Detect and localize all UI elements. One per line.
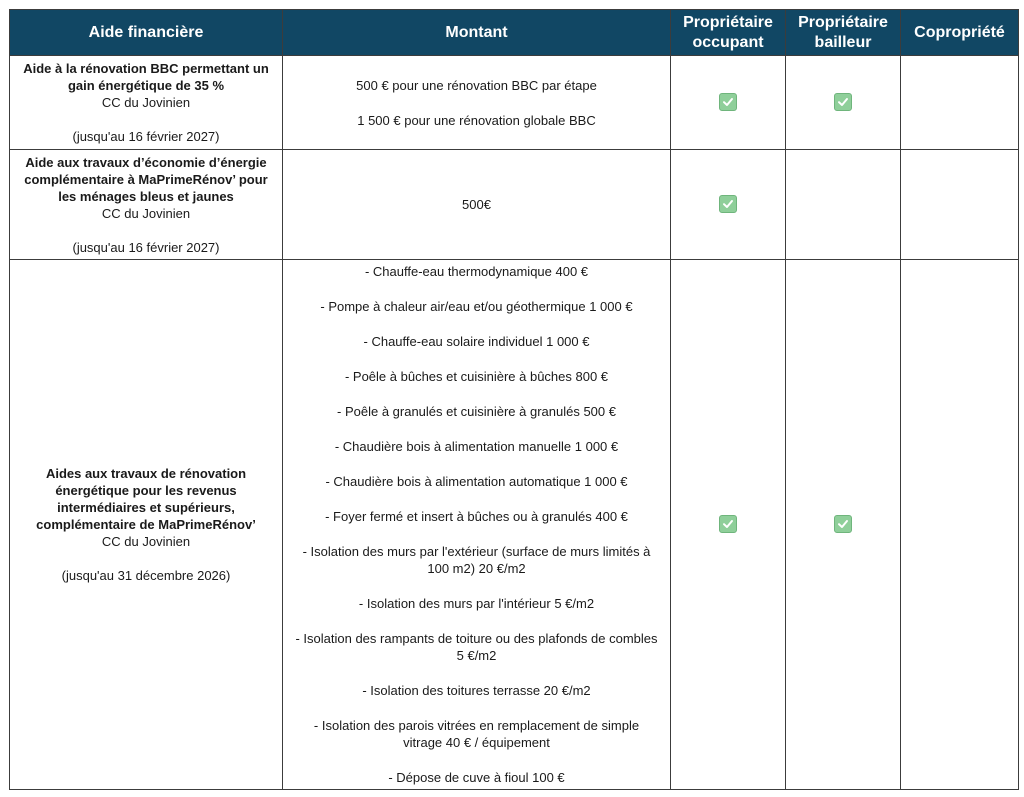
aid-title: Aides aux travaux de rénovation énergétique pour les revenus intermédiaires et supérieurs, complémentaire de MaPrimeRénov’: [36, 466, 256, 532]
amount-line: - Dépose de cuve à fioul 100 €: [388, 770, 565, 785]
amount-line: - Isolation des murs par l'extérieur (surface de murs limités à 100 m2) 20 €/m2: [302, 544, 651, 576]
aid-deadline: (jusqu'au 31 décembre 2026): [61, 568, 231, 583]
amount-line: - Chauffe-eau solaire individuel 1 000 €: [363, 334, 590, 349]
amount-line: - Chauffe-eau thermodynamique 400 €: [364, 264, 589, 279]
amount-line: - Isolation des parois vitrées en remplacement de simple vitrage 40 € / équipement: [313, 718, 640, 750]
owner-landlord-cell: [786, 260, 901, 790]
owner-landlord-cell: [786, 56, 901, 150]
amount-cell: [283, 150, 671, 260]
coownership-cell: [901, 260, 1019, 790]
header-aid-name: Aide financière: [10, 10, 283, 56]
amount-line: - Poêle à granulés et cuisinière à granulés 500 €: [337, 404, 616, 419]
aid-name-cell: [10, 150, 283, 260]
amount-line: - Chaudière bois à alimentation automatique 1 000 €: [325, 474, 628, 489]
amount-line: - Isolation des murs par l'intérieur 5 €/m2: [358, 596, 595, 611]
amount-line: - Chaudière bois à alimentation manuelle 1 000 €: [334, 439, 619, 454]
amount-line: 500 € pour une rénovation BBC par étape: [356, 77, 597, 93]
checkbox-checked-icon: [719, 93, 737, 111]
amount-cell: [283, 260, 671, 790]
aid-deadline: (jusqu'au 16 février 2027): [72, 239, 220, 255]
amount-line: - Pompe à chaleur air/eau et/ou géothermique 1 000 €: [320, 299, 633, 314]
table-row: [10, 56, 1019, 150]
amount-cell: [283, 56, 671, 150]
table-header-row: [10, 10, 1019, 56]
owner-occupant-cell: [671, 56, 786, 150]
financial-aid-table: [9, 9, 1019, 790]
amount-line: - Isolation des rampants de toiture ou des plafonds de combles 5 €/m2: [295, 631, 658, 663]
table-row: [10, 150, 1019, 260]
aid-title: Aide à la rénovation BBC permettant un gain énergétique de 35 %: [23, 61, 269, 93]
aid-deadline: (jusqu'au 16 février 2027): [72, 129, 220, 144]
checkbox-checked-icon: [719, 195, 737, 213]
header-owner-landlord: Propriétaire bailleur: [786, 10, 901, 56]
aid-title: Aide aux travaux d’économie d’énergie complémentaire à MaPrimeRénov’ pour les ménages bleus et jaunes: [24, 154, 268, 204]
header-owner-occupant: Propriétaire occupant: [671, 10, 786, 56]
coownership-cell: [901, 150, 1019, 260]
amount-line: - Foyer fermé et insert à bûches ou à granulés 400 €: [325, 509, 628, 524]
checkbox-checked-icon: [834, 93, 852, 111]
aid-organisation: CC du Jovinien: [101, 95, 191, 110]
checkbox-checked-icon: [834, 515, 852, 533]
checkbox-checked-icon: [719, 515, 737, 533]
owner-landlord-cell: [786, 150, 901, 260]
aid-organisation: CC du Jovinien: [101, 205, 191, 221]
table-row: [10, 260, 1019, 790]
aid-name-cell: [10, 260, 283, 790]
amount-line: 1 500 € pour une rénovation globale BBC: [357, 112, 596, 128]
header-coownership: Copropriété: [901, 10, 1019, 56]
amount-line: - Poêle à bûches et cuisinière à bûches 800 €: [344, 369, 609, 384]
amount-line: - Isolation des toitures terrasse 20 €/m2: [362, 683, 591, 698]
owner-occupant-cell: [671, 260, 786, 790]
amount-line: 500€: [462, 197, 491, 212]
coownership-cell: [901, 56, 1019, 150]
owner-occupant-cell: [671, 150, 786, 260]
aid-name-cell: [10, 56, 283, 150]
header-amount: Montant: [283, 10, 671, 56]
aid-organisation: CC du Jovinien: [101, 534, 191, 549]
